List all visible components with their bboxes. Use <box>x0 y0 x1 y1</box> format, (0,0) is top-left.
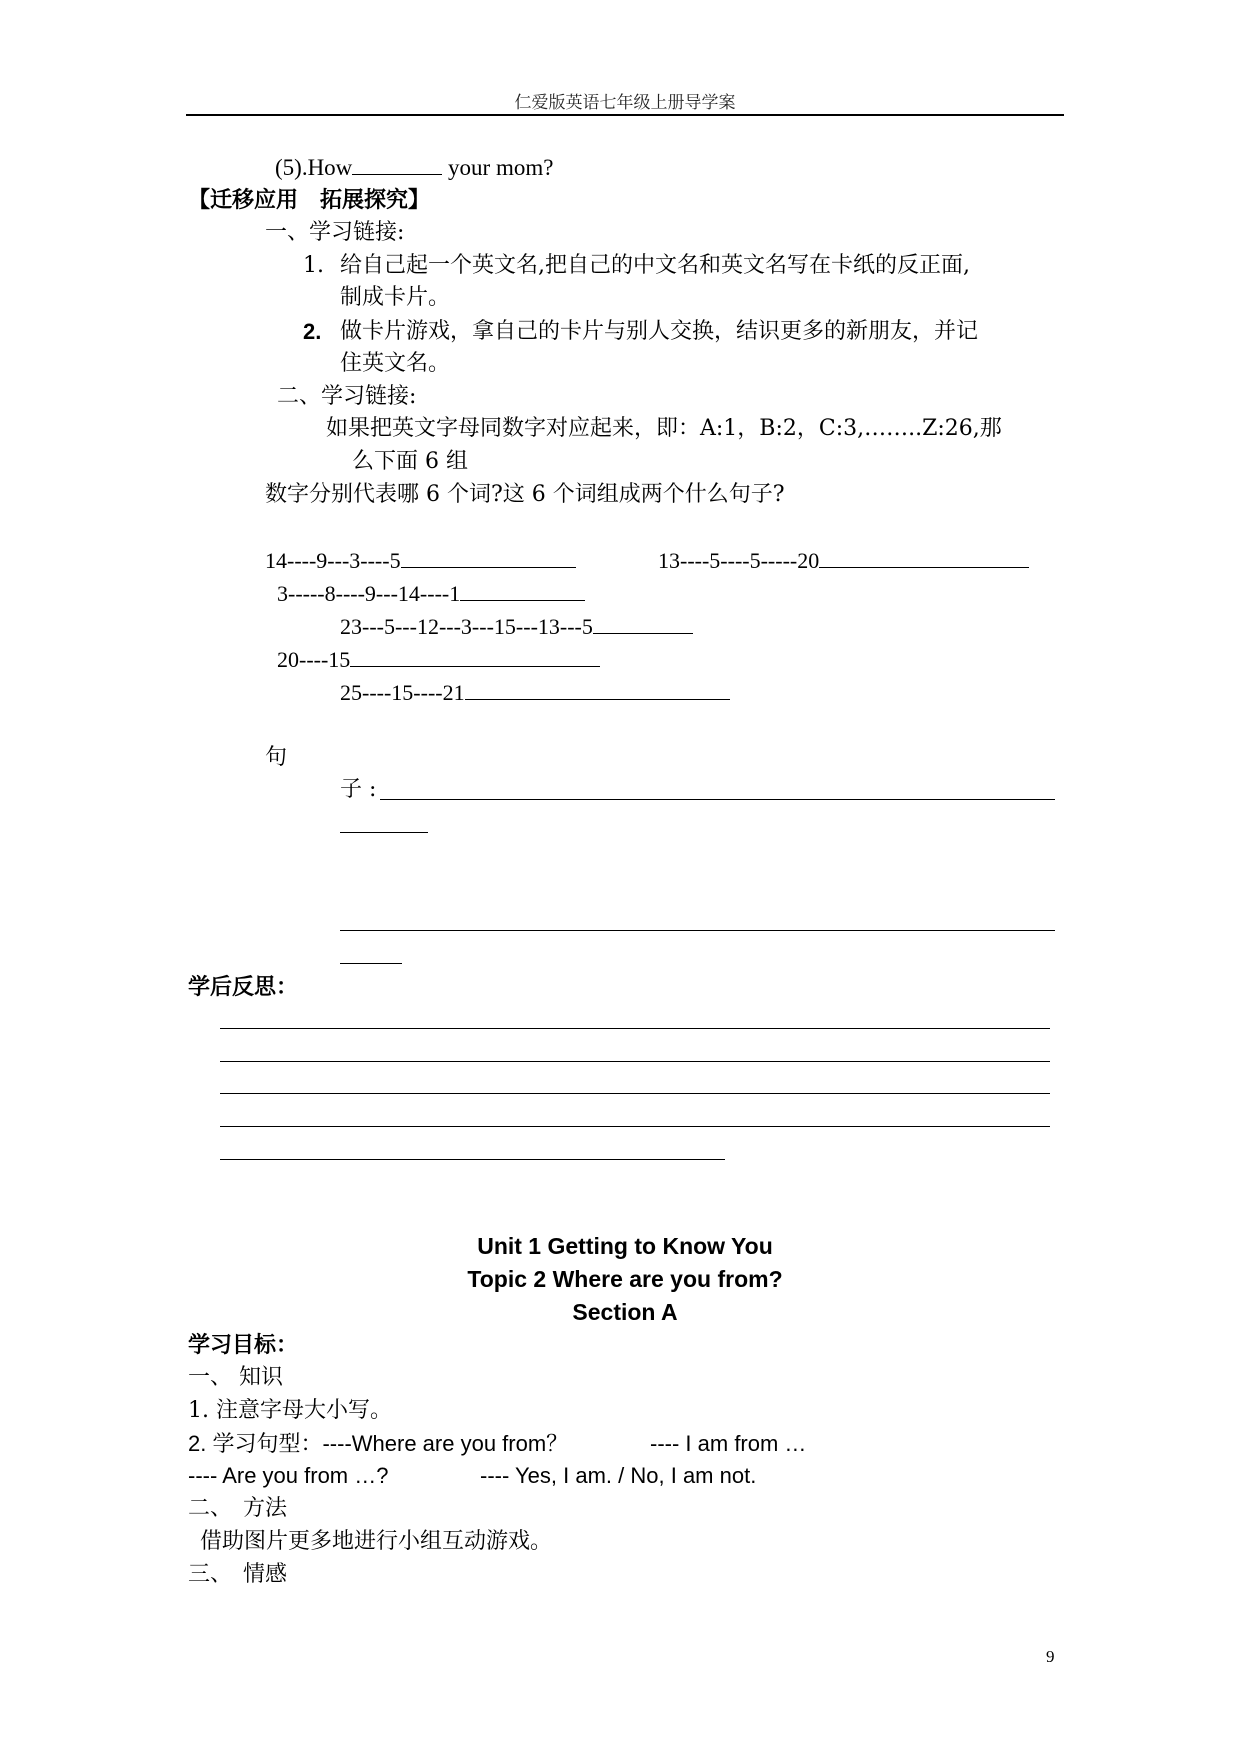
code-6: 25----15----21 <box>340 680 465 705</box>
code-3: 3-----8----9---14----1 <box>277 581 461 606</box>
header-divider <box>186 114 1064 116</box>
code-row <box>265 546 576 576</box>
reflection-line[interactable] <box>220 1061 1050 1062</box>
knowledge-item-2-question: 2. 学习句型：----Where are you from？ <box>188 1431 569 1456</box>
part1-label: 一、学习链接: <box>265 220 405 245</box>
method-label: 二、 方法 <box>188 1496 288 1521</box>
unit-title: Unit 1 Getting to Know You <box>477 1233 773 1259</box>
code-row <box>340 612 693 642</box>
code-row <box>277 579 585 609</box>
code-3-answer-blank[interactable] <box>460 580 585 601</box>
code-1: 14----9---3----5 <box>265 548 401 573</box>
knowledge-item-3-question: ---- Are you from …? <box>188 1463 389 1488</box>
knowledge-item-1: 1. 注意字母大小写。 <box>188 1398 392 1423</box>
exercise-5-prefix: (5).How <box>275 155 353 180</box>
code-6-answer-blank[interactable] <box>465 679 730 700</box>
reflection-heading: 学后反思： <box>188 974 299 1000</box>
reflection-line[interactable] <box>220 1126 1050 1127</box>
page-header-title: 仁爱版英语七年级上册导学案 <box>514 93 736 113</box>
page-number: 9 <box>1046 1647 1055 1666</box>
exercise-5-suffix: your mom? <box>442 155 554 180</box>
code-4-answer-blank[interactable] <box>593 613 693 634</box>
part1-item1-line1: 给自己起一个英文名,把自己的中文名和英文名写在卡纸的反正面, <box>340 253 970 278</box>
sentence-label-part1: 句 <box>265 745 288 770</box>
code-row <box>340 678 730 708</box>
part1-item2-number: 2. <box>303 319 322 344</box>
part2-text-line2: 么下面 6 组 <box>352 449 468 474</box>
reflection-line[interactable] <box>220 1028 1050 1029</box>
sentence-1-answer-line-continued[interactable] <box>340 832 428 833</box>
reflection-line[interactable] <box>220 1093 1050 1094</box>
topic-title: Topic 2 Where are you from? <box>467 1266 783 1292</box>
sentence-2-answer-line-continued[interactable] <box>340 963 402 964</box>
code-2-answer-blank[interactable] <box>819 547 1029 568</box>
reflection-line[interactable] <box>220 1159 725 1160</box>
part1-item2-line2: 住英文名。 <box>340 351 451 376</box>
part2-label: 二、学习链接: <box>277 384 417 409</box>
section-title: Section A <box>572 1299 678 1325</box>
emotion-label: 三、 情感 <box>188 1562 288 1587</box>
part1-item2-line1: 做卡片游戏，拿自己的卡片与别人交换，结识更多的新朋友，并记 <box>340 319 979 344</box>
objectives-heading: 学习目标： <box>188 1332 299 1358</box>
code-5: 20----15 <box>277 647 351 672</box>
knowledge-label: 一、 知识 <box>188 1365 283 1390</box>
sentence-2-answer-line[interactable] <box>340 930 1055 931</box>
knowledge-item-2-answer: ---- I am from … <box>650 1431 807 1456</box>
exercise-5 <box>275 153 553 183</box>
part2-text-line3: 数字分别代表哪 6 个词?这 6 个词组成两个什么句子? <box>265 482 785 507</box>
code-row <box>277 645 600 675</box>
code-2: 13----5----5-----20 <box>658 548 820 573</box>
code-4: 23---5---12---3---15---13---5 <box>340 614 593 639</box>
sentence-1-answer-line[interactable] <box>380 799 1055 800</box>
part1-item1-number: 1. <box>303 253 324 278</box>
code-1-answer-blank[interactable] <box>401 547 576 568</box>
part1-item1-line2: 制成卡片。 <box>340 285 451 310</box>
code-5-answer-blank[interactable] <box>350 646 600 667</box>
code-row <box>658 546 1029 576</box>
part2-text-line1: 如果把英文字母同数字对应起来，即：A:1，B:2，C:3,……..Z:26,那 <box>326 416 1002 441</box>
method-text: 借助图片更多地进行小组互动游戏。 <box>200 1529 553 1554</box>
transfer-heading: 【迁移应用 拓展探究】 <box>188 187 431 213</box>
exercise-5-blank[interactable] <box>352 154 442 175</box>
sentence-label-part2: 子 : <box>340 777 377 802</box>
knowledge-item-3-answer: ---- Yes, I am. / No, I am not. <box>480 1463 757 1488</box>
